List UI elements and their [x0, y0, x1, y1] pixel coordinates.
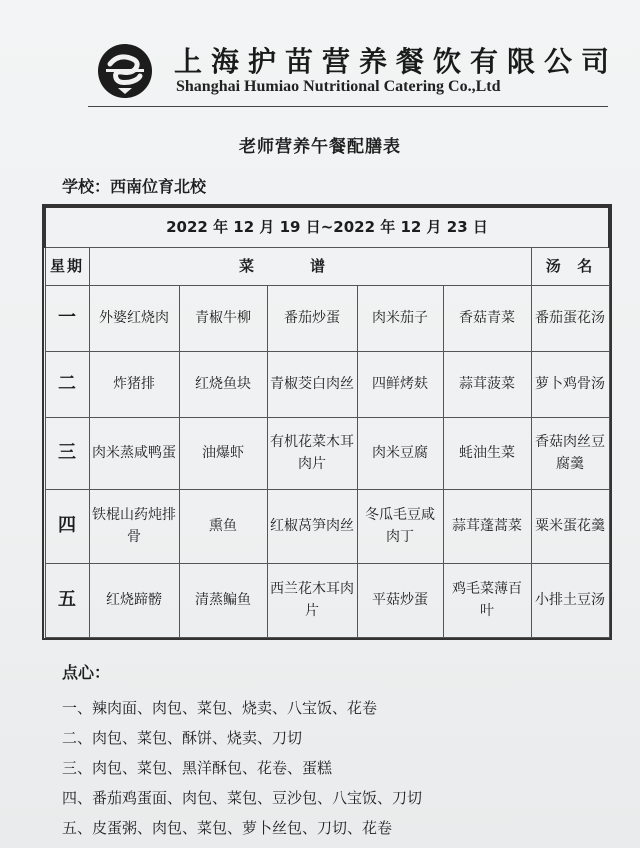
day-cell: 五 [45, 563, 89, 637]
soup-cell: 小排土豆汤 [531, 563, 609, 637]
table-header-row [45, 247, 609, 285]
dish-cell: 铁棍山药炖排骨 [89, 489, 179, 563]
dish-cell: 鸡毛菜薄百叶 [443, 563, 531, 637]
header-dishes: 菜谱 [89, 247, 531, 285]
list-item: 二、肉包、菜包、酥饼、烧卖、刀切 [62, 729, 303, 747]
dish-cell: 红烧鱼块 [179, 351, 267, 417]
dish-cell: 平菇炒蛋 [357, 563, 443, 637]
header-soup: 汤 名 [531, 247, 609, 285]
dish-cell: 红烧蹄髈 [89, 563, 179, 637]
day-cell: 四 [45, 489, 89, 563]
dish-cell: 外婆红烧肉 [89, 285, 179, 351]
header-divider [88, 106, 608, 107]
dish-cell: 肉米豆腐 [357, 417, 443, 489]
table-row [45, 489, 609, 563]
menu-table [44, 206, 610, 638]
dish-cell: 蒜茸蓬蒿菜 [443, 489, 531, 563]
dish-cell: 炸猪排 [89, 351, 179, 417]
dish-cell: 蒜茸菠菜 [443, 351, 531, 417]
table-row [45, 417, 609, 489]
school-name: 西南位育北校 [110, 177, 207, 196]
list-item: 四、番茄鸡蛋面、肉包、菜包、豆沙包、八宝饭、刀切 [62, 789, 423, 807]
day-cell: 三 [45, 417, 89, 489]
soup-cell: 萝卜鸡骨汤 [531, 351, 609, 417]
date-range: 2022 年 12 月 19 日~2022 年 12 月 23 日 [45, 207, 609, 247]
company-name-english: Shanghai Humiao Nutritional Catering Co.,Ltd [176, 78, 501, 95]
letterhead [96, 38, 619, 100]
dish-cell: 熏鱼 [179, 489, 267, 563]
dish-cell: 肉米蒸咸鸭蛋 [89, 417, 179, 489]
dish-cell: 油爆虾 [179, 417, 267, 489]
soup-cell: 香菇肉丝豆腐羹 [531, 417, 609, 489]
soup-cell: 番茄蛋花汤 [531, 285, 609, 351]
snacks-section [62, 660, 622, 843]
soup-cell: 粟米蛋花羹 [531, 489, 609, 563]
company-name-chinese: 上海护苗营养餐饮有限公司 [174, 45, 619, 78]
dish-cell: 四鲜烤麸 [357, 351, 443, 417]
school-label: 学校： [62, 177, 111, 196]
day-cell: 二 [45, 351, 89, 417]
dish-cell: 青椒茭白肉丝 [267, 351, 357, 417]
table-row [45, 351, 609, 417]
snacks-title: 点心： [62, 663, 111, 682]
dish-cell: 红椒莴笋肉丝 [267, 489, 357, 563]
document-title: 老师营养午餐配膳表 [239, 137, 401, 157]
dish-cell: 清蒸鳊鱼 [179, 563, 267, 637]
dish-cell: 西兰花木耳肉片 [267, 563, 357, 637]
dish-cell: 蚝油生菜 [443, 417, 531, 489]
date-row [45, 207, 609, 247]
dish-cell: 番茄炒蛋 [267, 285, 357, 351]
day-cell: 一 [45, 285, 89, 351]
list-item: 三、肉包、菜包、黑洋酥包、花卷、蛋糕 [62, 759, 333, 777]
dish-cell: 有机花菜木耳肉片 [267, 417, 357, 489]
header-day: 星期 [45, 247, 89, 285]
school-line [62, 174, 206, 197]
humiao-logo-icon [96, 42, 154, 100]
list-item: 五、皮蛋粥、肉包、菜包、萝卜丝包、刀切、花卷 [62, 819, 393, 837]
dish-cell: 肉米茄子 [357, 285, 443, 351]
list-item: 一、辣肉面、肉包、菜包、烧卖、八宝饭、花卷 [62, 699, 378, 717]
dish-cell: 青椒牛柳 [179, 285, 267, 351]
dish-cell: 冬瓜毛豆咸肉丁 [357, 489, 443, 563]
table-row [45, 285, 609, 351]
table-row [45, 563, 609, 637]
dish-cell: 香菇青菜 [443, 285, 531, 351]
